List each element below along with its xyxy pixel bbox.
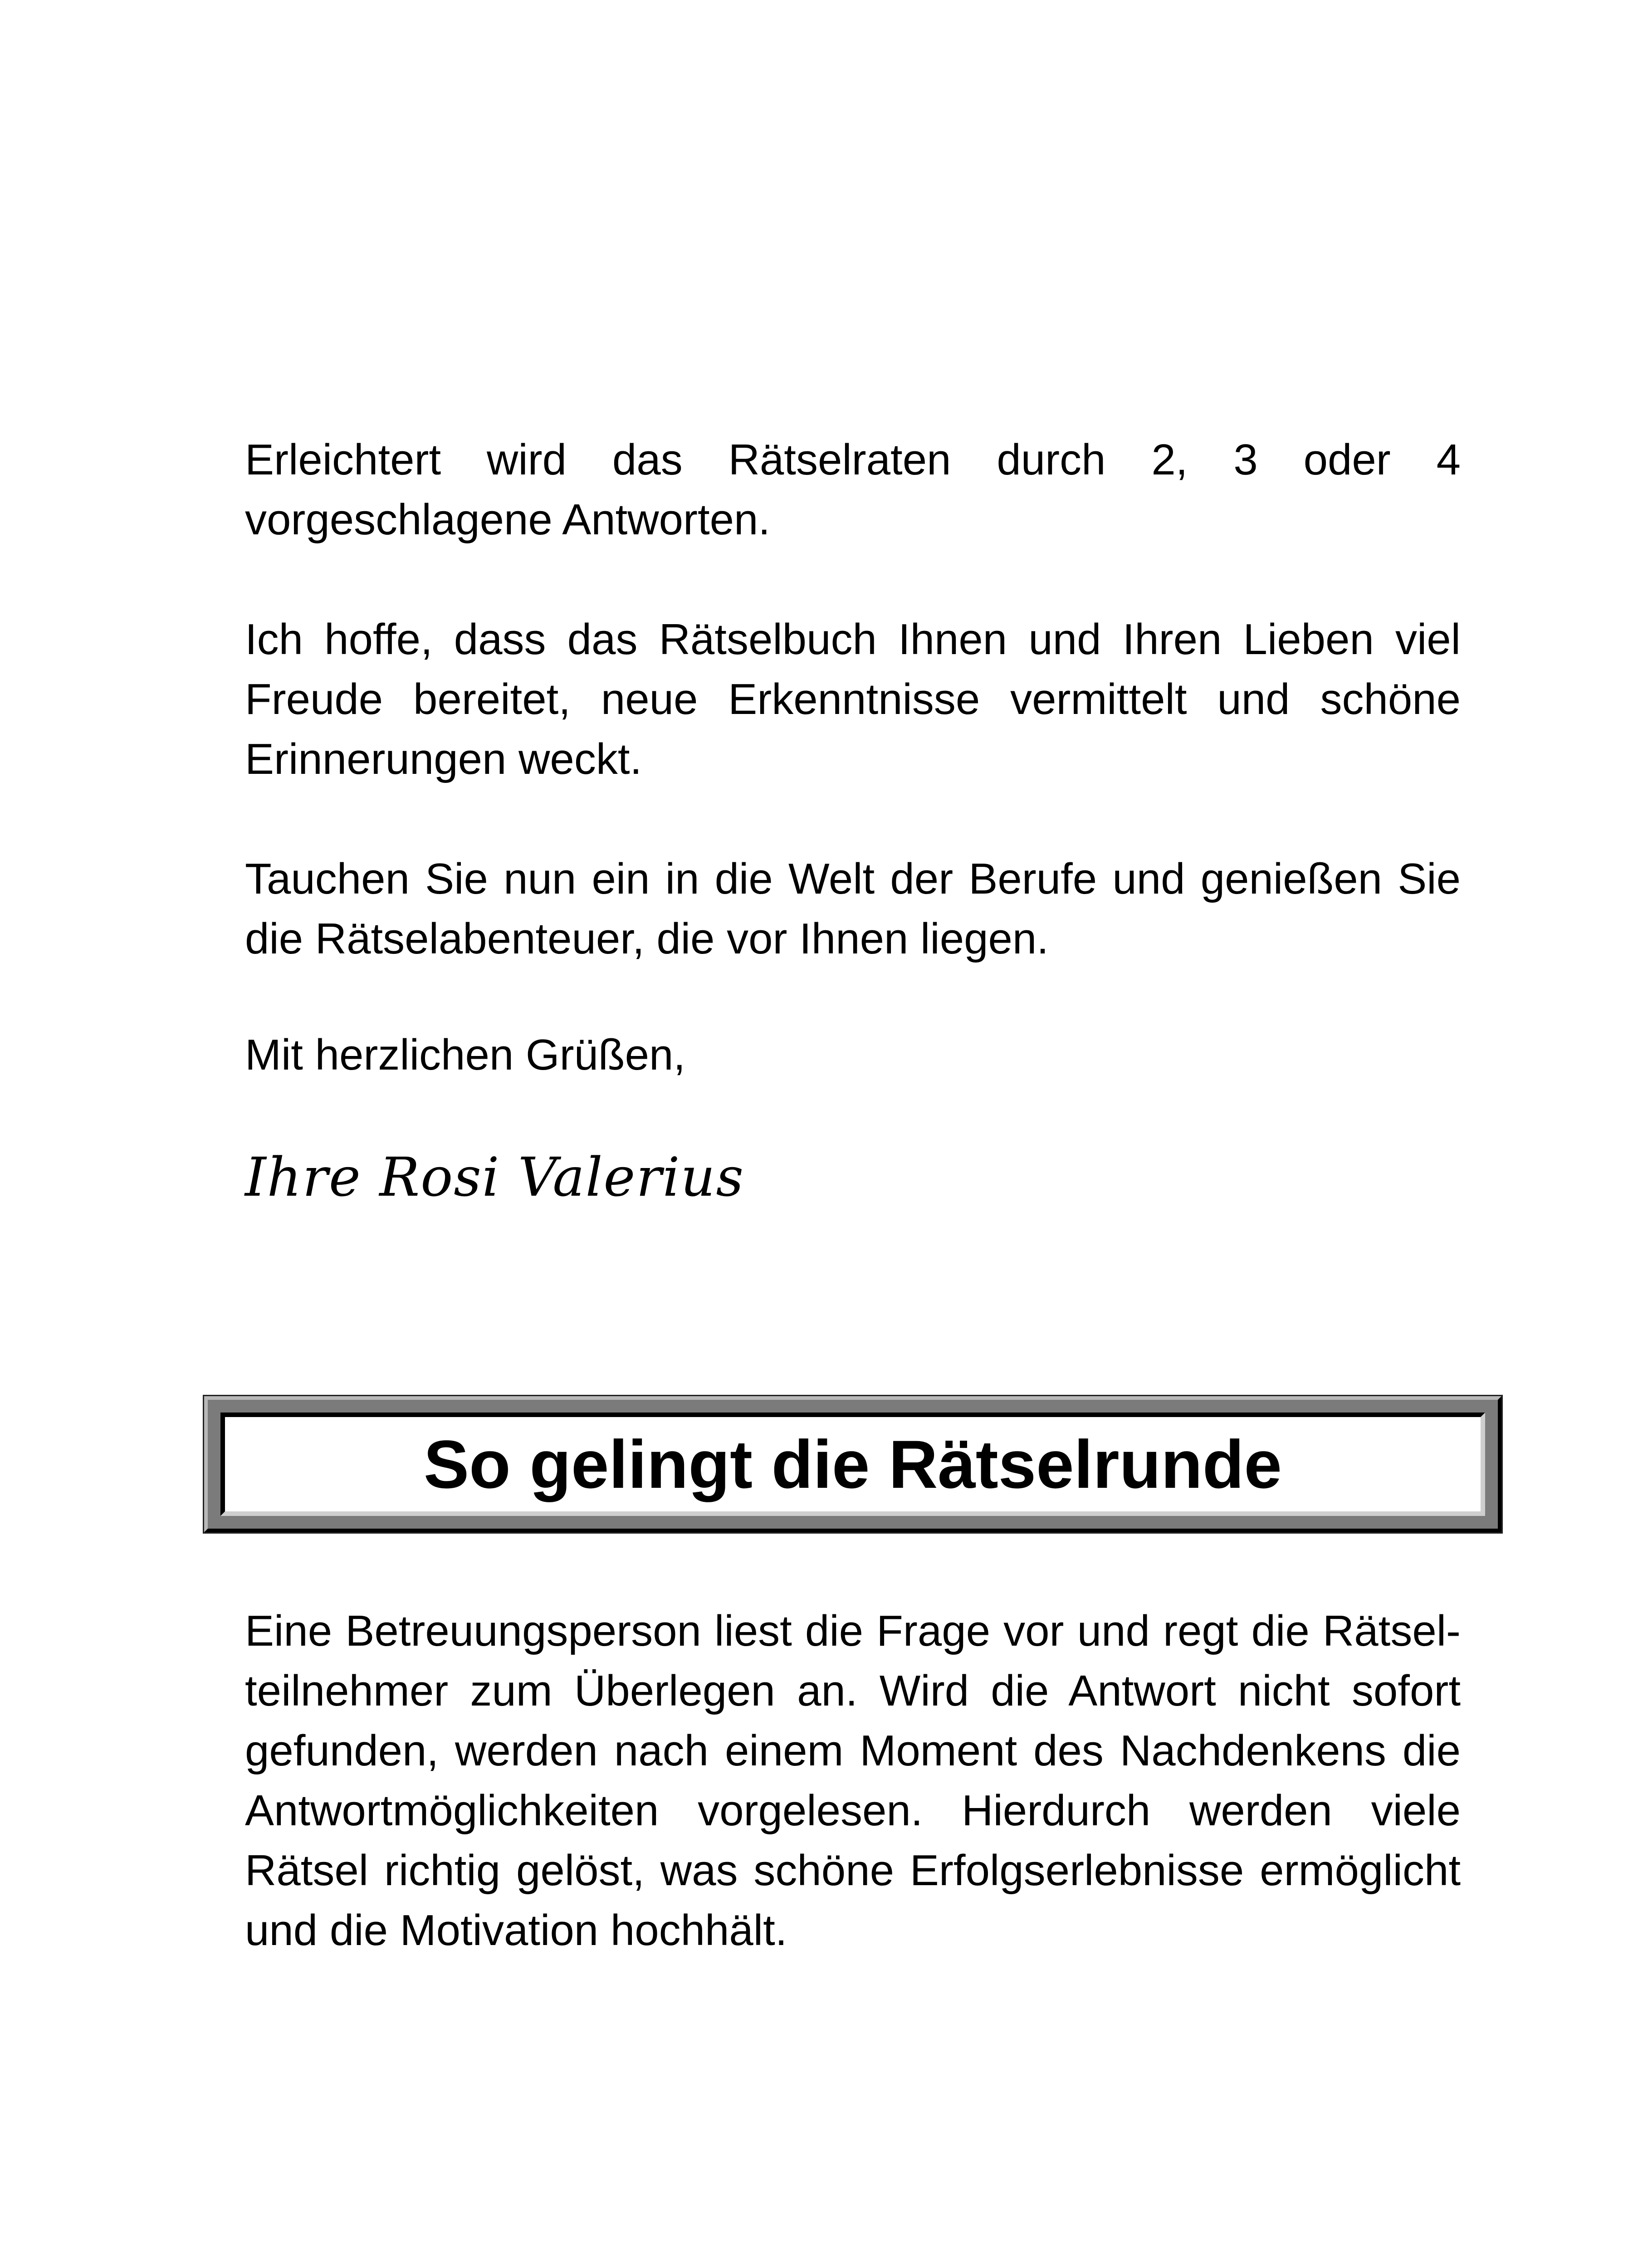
intro-text [245,430,1461,969]
intro-paragraph-1: Erleichtert wird das Rätselraten durch 2, 3 oder 4 vorgeschlagene Antworten. [245,435,1461,544]
section-heading-box [204,1396,1501,1532]
greeting: Mit herzlichen Grüßen, [245,1031,686,1079]
instructions-paragraph: Eine Betreuungsperson liest die Frage vor und regt die Rätselteilnehmer zum Überlegen an. Wird die Antwort nicht sofort gefunden, werden nach einem Moment des Nachdenkens die Antwortmöglichkeiten vorgelesen. Hierdurch werden viele Rätsel richtig gelöst, was schöne Erfolgserlebnisse ermöglicht und die Motivation hochhält. [245,1607,1461,1955]
instructions-text [245,1601,1461,1960]
section-heading-inner [220,1413,1485,1516]
section-heading: So gelingt die Rätselrunde [424,1426,1282,1502]
intro-paragraph-3: Tauchen Sie nun ein in die Welt der Berufe und genießen Sie die Rätselabenteuer, die vor Ihnen liegen. [245,855,1461,963]
intro-paragraph-2: Ich hoffe, dass das Rätselbuch Ihnen und Ihren Lieben viel Freude bereitet, neue Erkenntnisse vermittelt und schöne Erinnerungen weckt. [245,615,1461,783]
signature: Ihre Rosi Valerius [245,1146,745,1208]
